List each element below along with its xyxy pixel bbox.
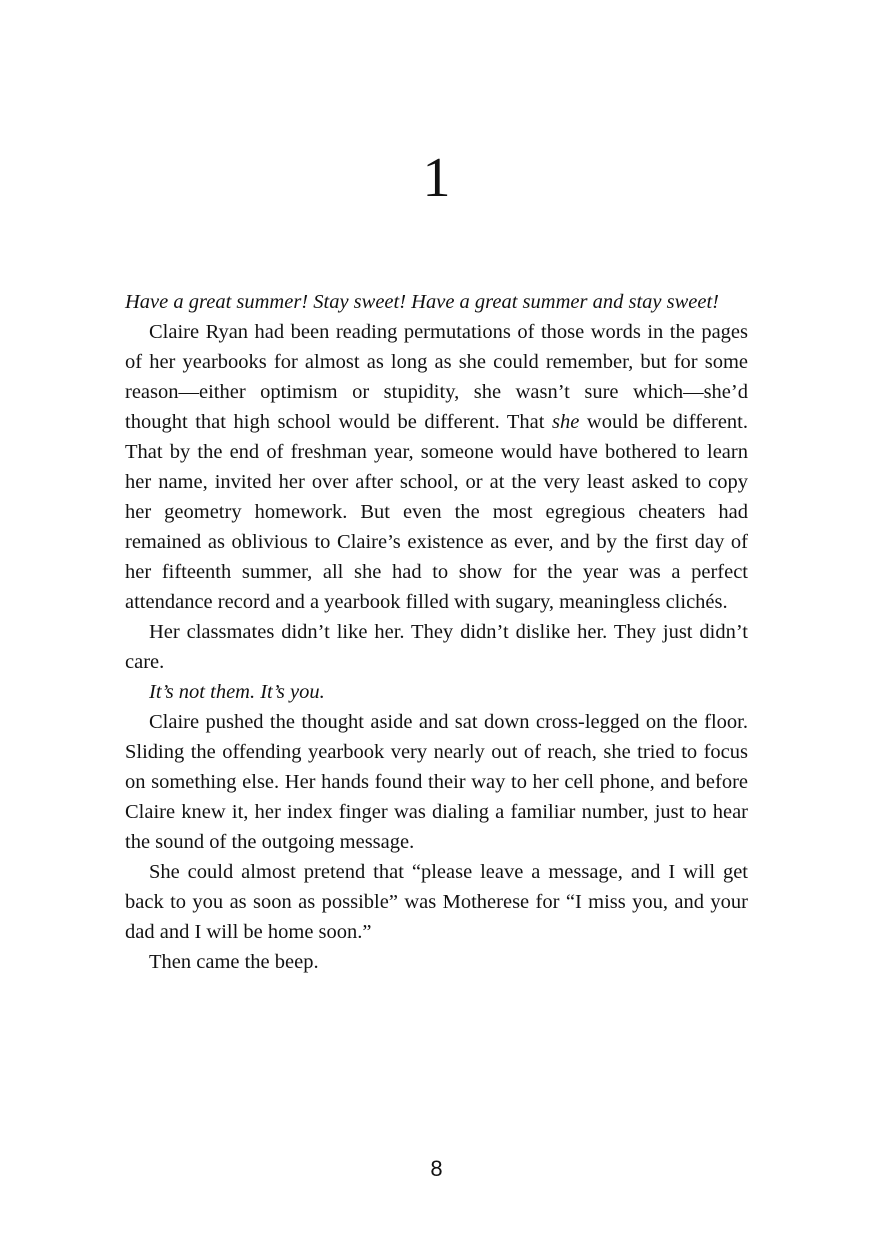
text-segment: would be different. That by the end of freshman year, someone would have bothered to learn her name, invited her over after school, or at the very least asked to copy her geometry homework. But even the most egregious cheaters had remained as oblivious to Claire’s existence as ever, and by the first day of her fifteenth summer, all she had to show for the year was a perfect attendance record and a yearbook filled with sugary, meaningless clichés.: [125, 411, 748, 613]
text-segment: She could almost pretend that “please leave a message, and I will get back to you as soon as possible” was Motherese for “I miss you, and your dad and I will be home soon.”: [125, 861, 748, 943]
text-segment: It’s not them. It’s you.: [149, 681, 325, 703]
emphasized-word-she: she: [552, 411, 580, 433]
paragraph-yearbook-quotes: [125, 287, 748, 317]
paragraph-classmates: [125, 617, 748, 677]
text-segment: Her classmates didn’t like her. They didn’t dislike her. They just didn’t care.: [125, 621, 748, 673]
text-segment: Then came the beep.: [149, 951, 319, 973]
paragraph-beep: [125, 947, 748, 977]
chapter-number: 1: [422, 147, 451, 209]
text-segment: Claire Ryan had been reading permutations of those words in the pages of her yearbooks for almost as long as she could remember, but for some reason—either optimism or stupidity, she wasn’t sure which—she’d thought that high school would be different. That: [125, 321, 748, 433]
page-number: 8: [430, 1156, 443, 1181]
text-block: [125, 287, 748, 977]
paragraph-voicemail: [125, 857, 748, 947]
paragraph-inner-voice: [125, 677, 748, 707]
paragraph-cell-phone: [125, 707, 748, 857]
text-segment: Have a great summer! Stay sweet! Have a great summer and stay sweet!: [125, 291, 719, 313]
text-segment: Claire pushed the thought aside and sat down cross-legged on the floor. Sliding the offending yearbook very nearly out of reach, she tried to focus on something else. Her hands found their way to her cell phone, and before Claire knew it, her index finger was dialing a familiar number, just to hear the sound of the outgoing message.: [125, 711, 748, 853]
paragraph-claire-reading: [125, 317, 748, 617]
